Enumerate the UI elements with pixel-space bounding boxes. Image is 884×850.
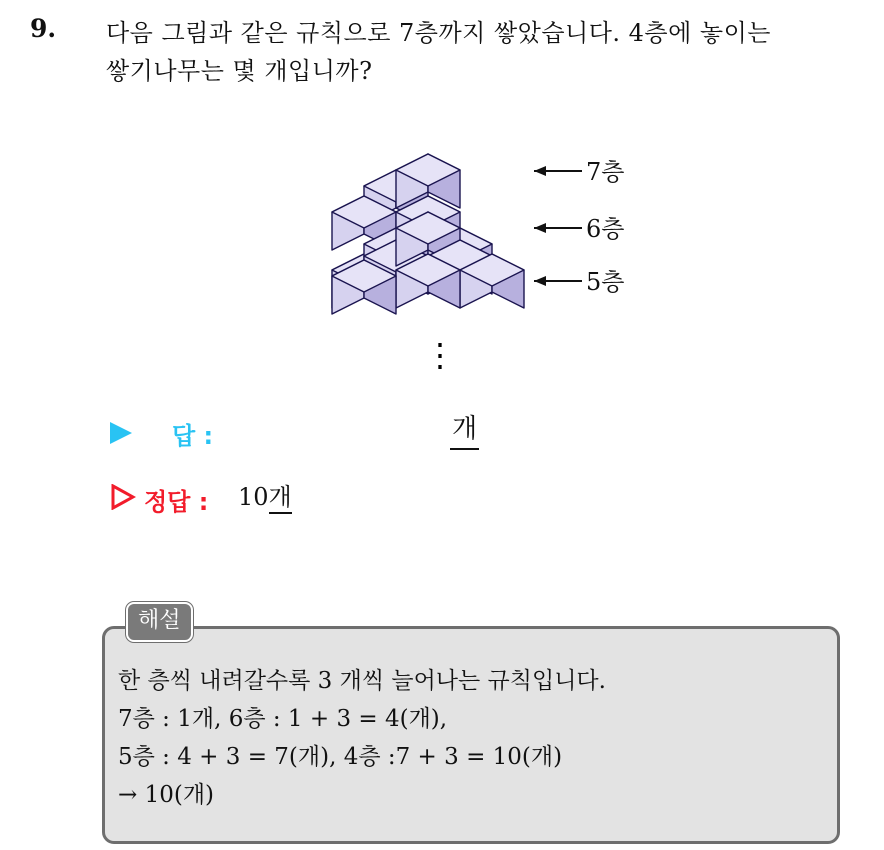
layer-5-pointer — [534, 268, 624, 296]
answer-label: 답 : — [172, 422, 214, 450]
layer-6-label: 6층 — [586, 215, 625, 243]
correct-answer-unit: 개 — [269, 483, 292, 514]
continuation-dots: ⋮ — [424, 336, 456, 374]
correct-answer-row — [110, 478, 610, 522]
block-stack-drawing — [320, 140, 660, 380]
question-number: 9. — [30, 14, 57, 43]
explanation-tag: 해설 — [126, 602, 193, 642]
explanation-line-4: → 10(개) — [118, 782, 215, 808]
layer-5-label: 5층 — [586, 268, 625, 296]
play-icon — [110, 422, 132, 444]
correct-answer-label: 정답 : — [144, 488, 209, 516]
correct-answer-number: 10 — [238, 483, 269, 511]
layer-7-label: 7층 — [586, 158, 625, 186]
explanation-line-3: 5층 : 4 + 3 = 7(개), 4층 :7 + 3 = 10(개) — [118, 744, 563, 770]
cube-group — [332, 154, 524, 314]
explanation-text — [118, 662, 606, 814]
block-stack-figure — [320, 140, 660, 380]
correct-answer-value — [238, 480, 292, 514]
explanation-line-1: 한 층씩 내려갈수록 3 개씩 늘어나는 규칙입니다. — [118, 668, 606, 694]
question-line-1: 다음 그림과 같은 규칙으로 7층까지 쌓았습니다. 4층에 놓이는 — [106, 19, 771, 47]
answer-row — [110, 412, 610, 456]
question-line-2: 쌓기나무는 몇 개입니까? — [106, 57, 373, 85]
question-text — [106, 14, 876, 90]
answer-unit: 개 — [450, 412, 479, 450]
layer-6-pointer — [534, 215, 624, 243]
explanation-line-2: 7층 : 1개, 6층 : 1 + 3 = 4(개), — [118, 706, 448, 732]
outline-play-icon — [110, 484, 136, 510]
layer-7-pointer — [534, 158, 624, 186]
